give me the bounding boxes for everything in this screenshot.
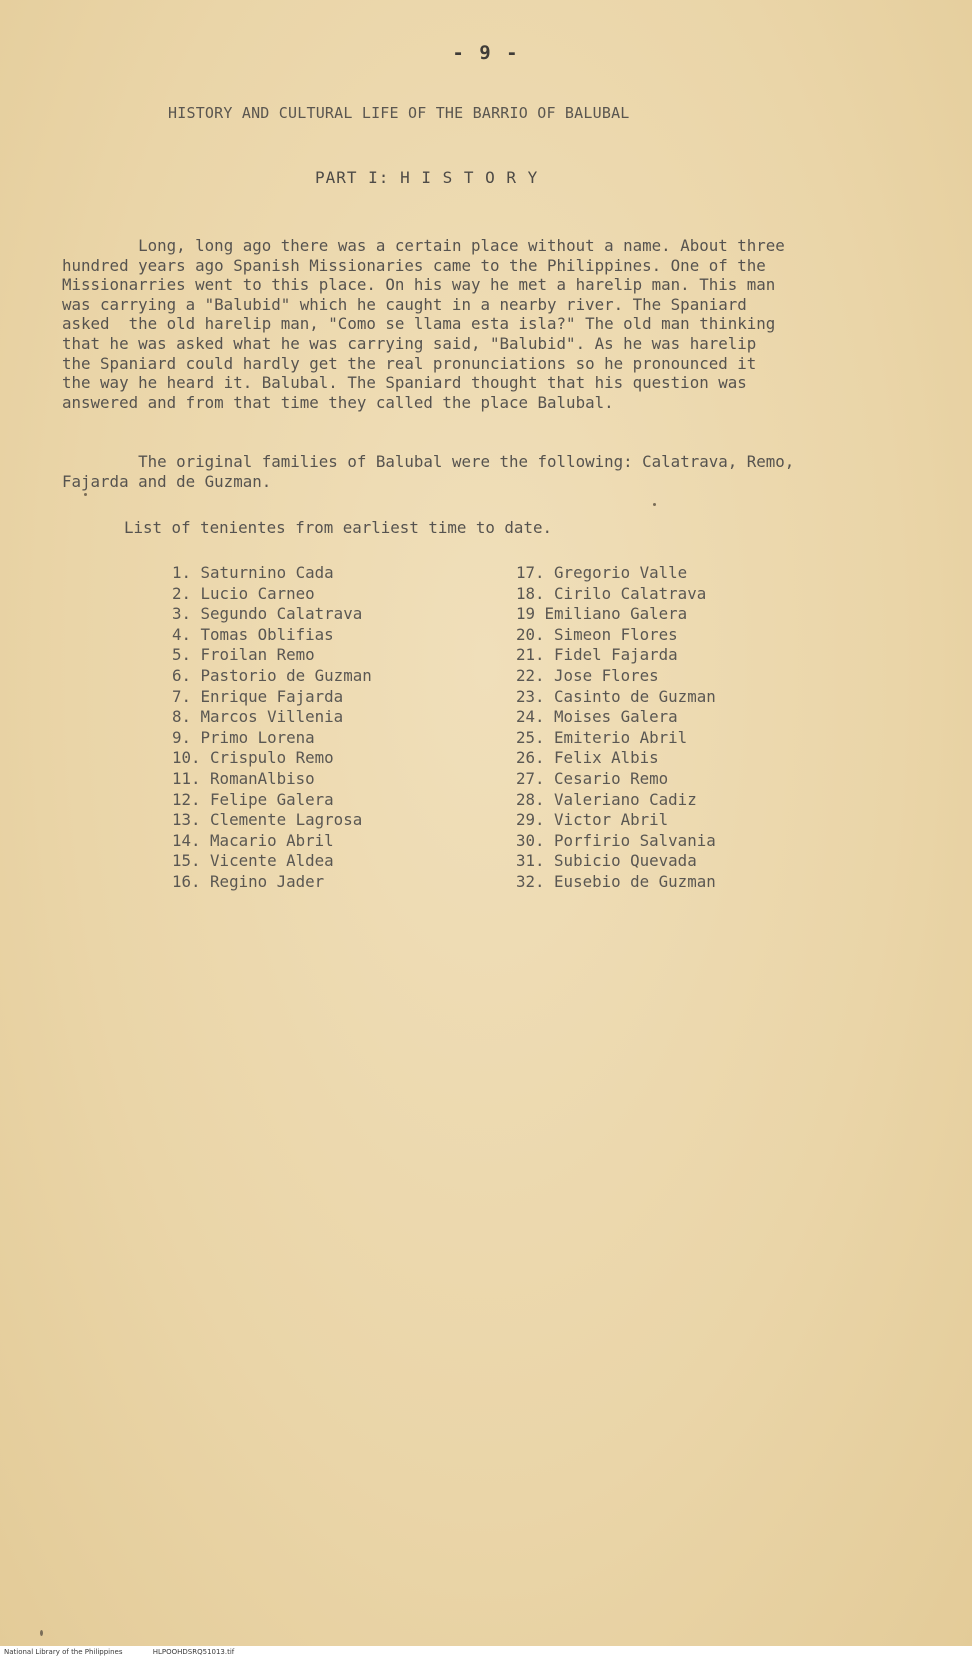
ink-speck: [84, 493, 87, 496]
list-item: 19 Emiliano Galera: [516, 604, 688, 624]
history-paragraph: Long, long ago there was a certain place without a name. About three hundred years ago Spanish Missionaries came to the Philippines. One of the Missionarries went to this place. On his way he met a harelip man. This man was carrying a "Balubid" which he caught in a nearby river. The Spaniard asked the old harelip man, "Como se llama esta isla?" The old man thinking that he was asked what he was carrying said, "Balubid". As he was harelip the Spaniard could hardly get the real pronunciations so he pronounced it the way he heard it. Balubal. The Spaniard thought that his question was answered and from that time they called the place Balubal.: [62, 236, 785, 412]
list-item: 22. Jose Flores: [516, 665, 659, 685]
list-item: 18. Cirilo Calatrava: [516, 583, 707, 603]
scan-footer: [0, 1646, 972, 1658]
list-item: 2. Lucio Carneo: [172, 583, 315, 603]
list-item: 17. Gregorio Valle: [516, 563, 688, 582]
list-item: 1. Saturnino Cada: [172, 563, 334, 582]
list-item: 32. Eusebio de Guzman: [516, 871, 716, 891]
part-title: PART I: H I S T O R Y: [315, 168, 539, 187]
ink-speck: [653, 503, 656, 506]
footer-file: HLPOOHDSRQ51013.tif: [152, 1648, 235, 1656]
list-item: 8. Marcos Villenia: [172, 707, 344, 727]
list-item: 31. Subicio Quevada: [516, 851, 697, 871]
list-item: 14. Macario Abril: [172, 830, 334, 850]
list-item: 9. Primo Lorena: [172, 727, 315, 747]
list-item: 15. Vicente Aldea: [172, 851, 334, 871]
list-item: 25. Emiterio Abril: [516, 727, 688, 747]
list-item: 23. Casinto de Guzman: [516, 686, 716, 706]
list-item: 13. Clemente Lagrosa: [172, 810, 363, 830]
list-item: 6. Pastorio de Guzman: [172, 665, 372, 685]
original-families-paragraph: The original families of Balubal were the following: Calatrava, Remo, Fajarda and de Guzman.: [62, 452, 795, 491]
list-item: 24. Moises Galera: [516, 707, 678, 727]
list-item: 3. Segundo Calatrava: [172, 604, 363, 624]
tenientes-list-left: [172, 563, 372, 893]
document-title: HISTORY AND CULTURAL LIFE OF THE BARRIO OF BALUBAL: [168, 104, 630, 122]
list-item: 5. Froilan Remo: [172, 645, 315, 665]
list-item: 30. Porfirio Salvania: [516, 830, 716, 850]
ink-speck: [40, 1630, 43, 1636]
list-item: 12. Felipe Galera: [172, 789, 334, 809]
tenientes-list-heading: List of tenientes from earliest time to date.: [124, 518, 552, 537]
footer-library: National Library of the Philippines: [4, 1648, 123, 1656]
list-item: 11. RomanAlbiso: [172, 768, 315, 788]
list-item: 20. Simeon Flores: [516, 624, 678, 644]
page-number: - 9 -: [452, 42, 520, 64]
list-item: 27. Cesario Remo: [516, 768, 669, 788]
list-item: 4. Tomas Oblifias: [172, 624, 334, 644]
list-item: 28. Valeriano Cadiz: [516, 789, 697, 809]
list-item: 7. Enrique Fajarda: [172, 686, 344, 706]
list-item: 16. Regino Jader: [172, 871, 325, 891]
tenientes-list-right: [516, 563, 716, 893]
list-item: 26. Felix Albis: [516, 748, 659, 768]
list-item: 21. Fidel Fajarda: [516, 645, 678, 665]
list-item: 10. Crispulo Remo: [172, 748, 334, 768]
list-item: 29. Victor Abril: [516, 810, 669, 830]
